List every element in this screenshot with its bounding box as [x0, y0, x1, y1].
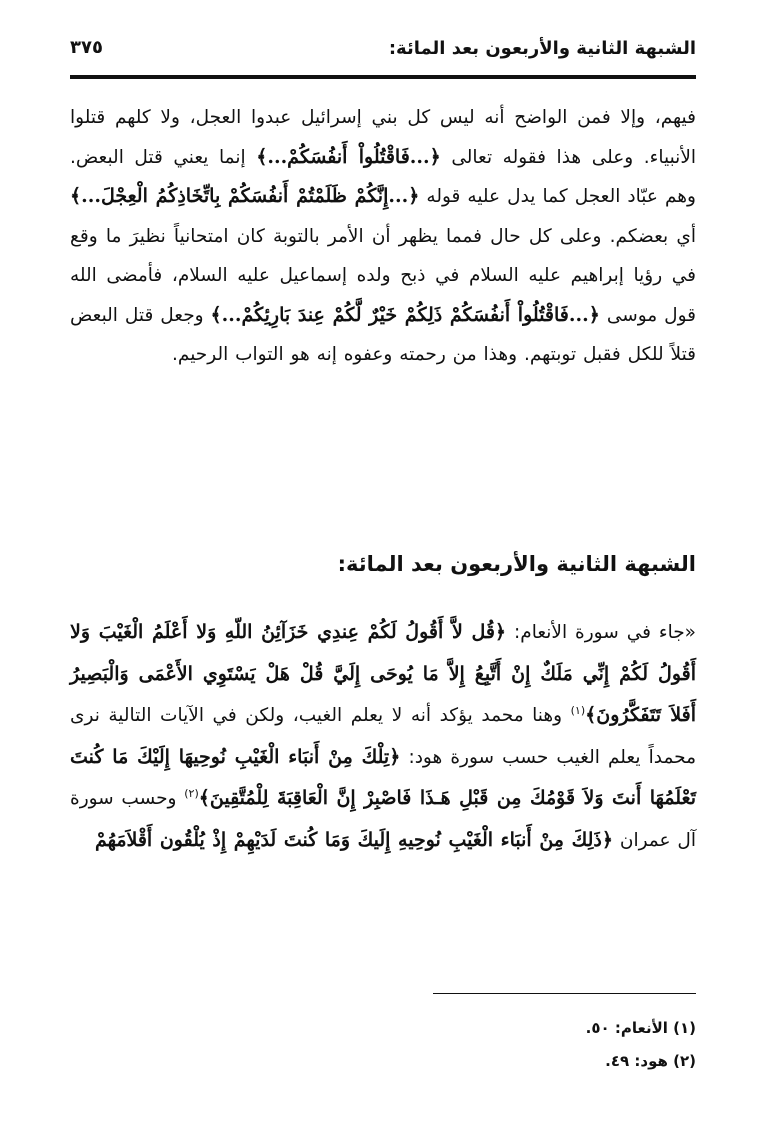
footnotes-list — [70, 1012, 696, 1078]
body-text: أي بعضكم. وعلى كل حال فمما يظهر أن الأمر بالتوبة كان امتحانياً نظيرَ ما وقع في رؤيا إبراهيم عليه السلام في ذبح ولده إسماعيل عليه السلام، فأمضى الله قول موسى — [70, 225, 696, 326]
footnote-reference[interactable]: (٢) — [184, 786, 199, 800]
book-page — [70, 22, 696, 1122]
quran-verse: ﴿تِلْكَ مِنْ أَنبَاء الْغَيْبِ نُوحِيهَا إِلَيْكَ مَا كُنتَ تَعْلَمُهَا أَنتَ وَلاَ قَوْمُكَ مِن قَبْلِ هَـذَا فَاصْبِرْ إِنَّ الْعَاقِبَةَ لِلْمُتَّقِينَ﴾ — [70, 745, 696, 809]
body-text: وهنا محمد يؤكد أنه لا يعلم الغيب، ولكن في الآيات التالية نرى محمداً يعلم الغيب حسب سورة هود: — [70, 705, 696, 768]
body-text: وجعل قتل البعض قتلاً للكل فقبل توبتهم. وهذا من رحمته وعفوه إنه هو التواب الرحيم. — [70, 304, 696, 365]
quran-verse: ﴿...فَاقْتُلُواْ أَنفُسَكُمْ ذَلِكُمْ خَيْرٌ لَّكُمْ عِندَ بَارِئِكُمْ...﴾ — [210, 303, 600, 326]
body-text: وحسب سورة آل عمران — [70, 788, 696, 851]
header-divider — [70, 75, 696, 79]
footnote-reference[interactable]: (١) — [570, 703, 586, 717]
body-text: إنما يعني قتل البعض. وهم عبّاد العجل كما يدل عليه قوله — [70, 146, 696, 207]
page-header — [70, 30, 696, 70]
quran-verse: ﴿...إِنَّكُمْ ظَلَمْتُمْ أَنفُسَكُمْ بِاتِّخَاذِكُمُ الْعِجْلَ...﴾ — [70, 185, 420, 207]
body-text: فيهم، وإلا فمن الواضح أنه ليس كل بني إسرائيل عبدوا العجل، ولا كلهم قتلوا الأنبياء. وعلى هذا فقوله تعالى — [70, 107, 697, 168]
quran-verse: ﴿قُل لاَّ أَقُولُ لَكُمْ عِندِي خَزَآئِنُ اللّهِ وَلا أَعْلَمُ الْغَيْبَ وَلا أَقُولُ لَكُمْ إِنِّي مَلَكٌ إِنْ أَتَّبِعُ إِلاَّ مَا يُوحَى إِلَيَّ قُلْ هَلْ يَسْتَوِي الأَعْمَى وَالْبَصِيرُ أَفَلاَ تَتَفَكَّرُونَ﴾ — [70, 621, 696, 726]
page-number: ٣٧٥ — [70, 37, 103, 58]
footnote-item: (٢) هود: ٤٩. — [605, 1052, 696, 1070]
footnote-item: (١) الأنعام: ٥٠. — [585, 1019, 696, 1037]
running-title: الشبهة الثانية والأربعون بعد المائة: — [388, 38, 696, 59]
section-paragraph — [70, 612, 696, 861]
quran-verse: ﴿ذَلِكَ مِنْ أَنبَاء الْغَيْبِ نُوحِيهِ إِلَيكَ وَمَا كُنتَ لَدَيْهِمْ إِذْ يُلْقُون أَقْلاَمَهُمْ — [94, 828, 613, 851]
section-heading: الشبهة الثانية والأربعون بعد المائة: — [337, 552, 696, 576]
footnote-divider — [433, 993, 696, 994]
quran-verse: ﴿...فَاقْتُلُواْ أَنفُسَكُمْ...﴾ — [256, 145, 441, 168]
body-text: «جاء في سورة الأنعام: — [506, 622, 696, 643]
continued-paragraph — [70, 98, 696, 375]
